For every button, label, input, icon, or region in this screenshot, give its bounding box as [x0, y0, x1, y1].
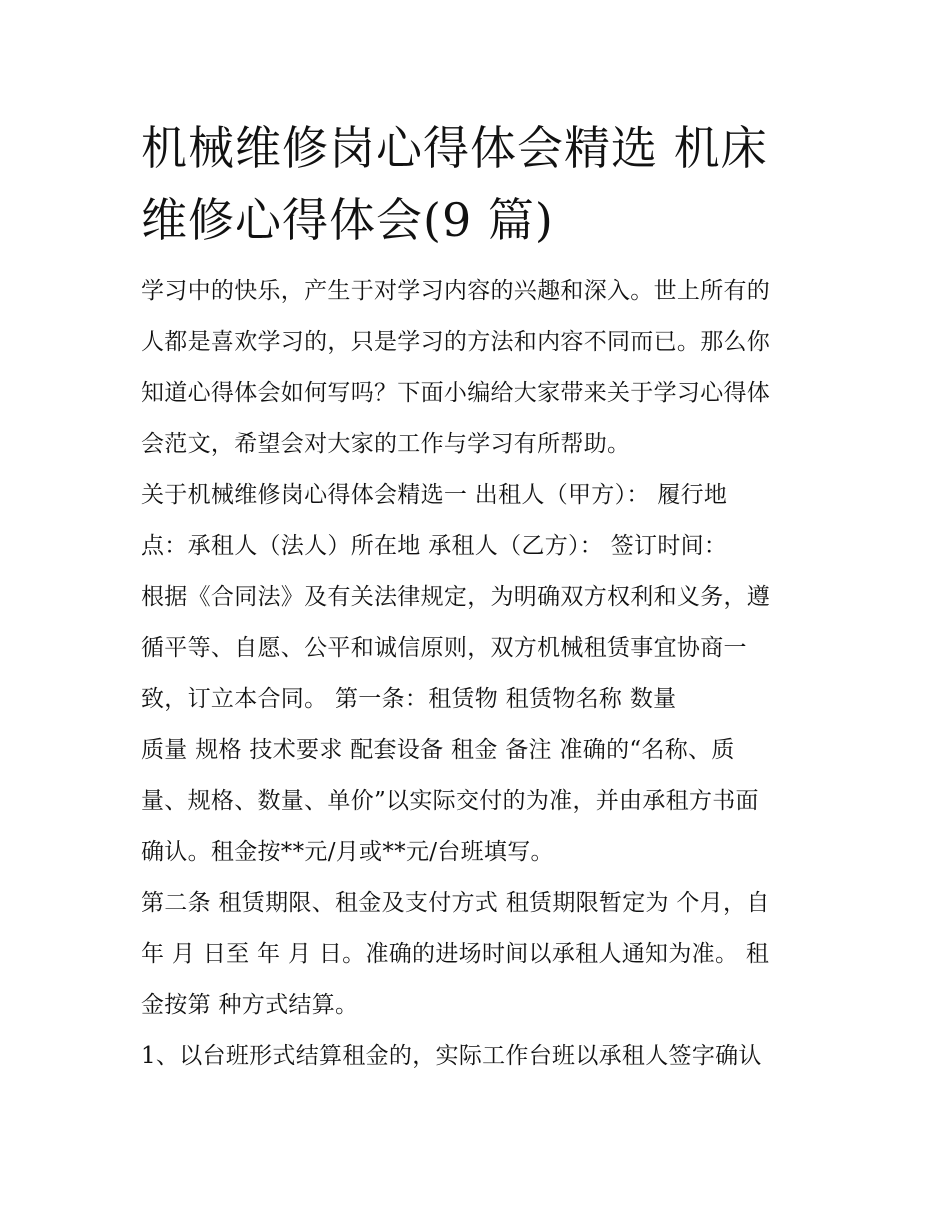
document-title: [141, 112, 821, 256]
text-line: 关于机械维修岗心得体会精选一 出租人（甲方）： 履行地: [141, 482, 728, 508]
text-line: 会范文，希望会对大家的工作与学习有所帮助。: [141, 431, 631, 457]
settlement-paragraph: [141, 1031, 821, 1082]
text-line: 确认。租金按**元/月或**元/台班填写。: [141, 839, 554, 865]
text-line: 量、规格、数量、单价”以实际交付的为准，并由承租方书面: [141, 788, 759, 814]
document-content: [141, 112, 821, 1082]
document-body: [141, 266, 821, 1082]
text-line: 循平等、自愿、公平和诚信原则，双方机械租赁事宜协商一: [141, 635, 747, 661]
text-line: 第二条 租赁期限、租金及支付方式 租赁期限暂定为 个月，自: [141, 890, 770, 916]
intro-paragraph: [141, 266, 821, 470]
text-line: 根据《合同法》及有关法律规定，为明确双方权利和义务，遵: [141, 584, 771, 610]
text-line: 年 月 日至 年 月 日。准确的进场时间以承租人通知为准。 租: [141, 941, 770, 967]
text-line: 人都是喜欢学习的，只是学习的方法和内容不同而已。那么你: [141, 329, 771, 355]
article-two-paragraph: [141, 878, 821, 1031]
text-line: 点：承租人（法人）所在地 承租人（乙方）： 签订时间：: [141, 533, 728, 559]
text-line: 质量 规格 技术要求 配套设备 租金 备注 准确的“名称、质: [141, 737, 735, 763]
text-line: 学习中的快乐，产生于对学习内容的兴趣和深入。世上所有的: [141, 278, 771, 304]
title-line: 机械维修岗心得体会精选 机床: [141, 121, 768, 175]
text-line: 知道心得体会如何写吗？下面小编给大家带来关于学习心得体: [141, 380, 771, 406]
title-line: 维修心得体会(9 篇): [141, 193, 554, 247]
text-line: 金按第 种方式结算。: [141, 992, 359, 1018]
text-line: 1、以台班形式结算租金的，实际工作台班以承租人签字确认: [141, 1043, 762, 1069]
text-line: 致，订立本合同。 第一条：租赁物 租赁物名称 数量: [141, 686, 677, 712]
contract-paragraph: [141, 470, 821, 878]
